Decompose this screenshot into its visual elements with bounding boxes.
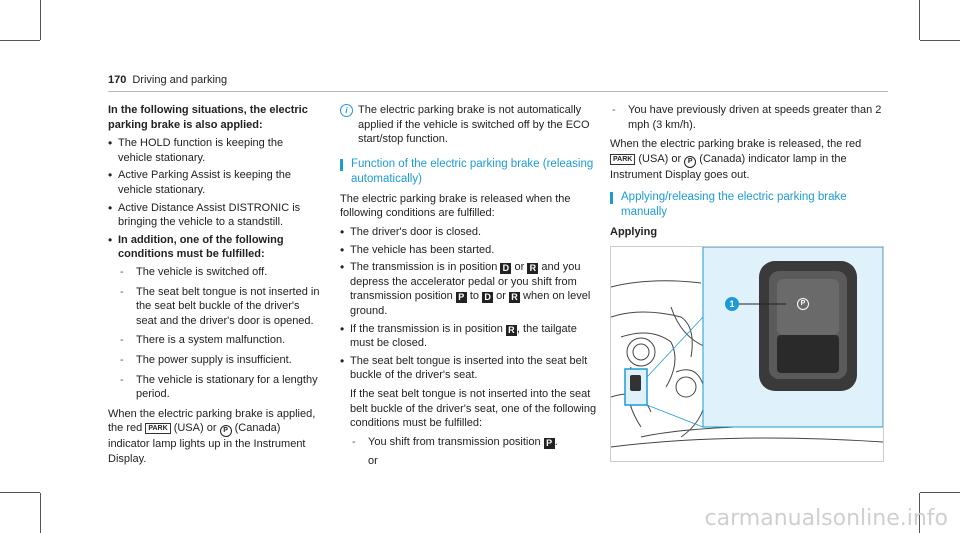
gear-p-icon: P (544, 438, 555, 449)
page-number: 170 (108, 74, 127, 86)
list-item: - The power supply is insufficient. (118, 353, 320, 368)
parking-brake-lamp-icon: P (684, 156, 696, 168)
list-item: • If the transmission is in position R , the tailgate must be closed. (340, 322, 600, 351)
conditions-list (118, 265, 320, 402)
cockpit-drawing (611, 247, 883, 461)
column-1 (108, 103, 320, 470)
info-note (340, 103, 600, 147)
list-item: - You shift from transmission position P . (350, 435, 600, 450)
conditions-heading: In addition, one of the following conditions must be fulfilled: (118, 233, 284, 261)
crop-mark (40, 0, 41, 40)
apply-release-heading: Applying/releasing the electric parking brake manually (610, 190, 882, 220)
crop-mark (40, 493, 41, 533)
seat-belt-subtext: If the seat belt tongue is not inserted into the seat belt buckle of the driver's seat, one of the following conditions must be fulfilled: (350, 387, 597, 430)
crop-mark (0, 40, 40, 41)
situations-heading: In the following situations, the electric parking brake is also applied: (108, 104, 308, 131)
parking-brake-lamp-icon: P (220, 425, 232, 437)
gear-d-icon: D (482, 292, 493, 303)
park-lamp-icon: PARK (610, 154, 635, 165)
parking-brake-illustration (610, 246, 884, 462)
situations-list (108, 136, 320, 402)
list-item: • The vehicle has been started. (340, 243, 600, 258)
conditions-block (108, 233, 320, 402)
seat-belt-dash-list (350, 435, 600, 450)
gear-r-icon: R (506, 325, 517, 336)
released-lamp-text: When the electric parking brake is released, the red PARK (USA) or P (Canada) indicator lamp in the Instrument Display goes out. (610, 138, 862, 181)
page-header (108, 73, 227, 88)
list-item: - The vehicle is switched off. (118, 265, 320, 280)
crop-mark (919, 0, 920, 40)
column-2 (340, 103, 600, 473)
gear-r-icon: R (509, 292, 520, 303)
applying-heading: Applying (610, 226, 658, 239)
header-divider (108, 91, 888, 92)
list-item: • The HOLD function is keeping the vehicle stationary. (108, 136, 320, 165)
gear-p-icon: P (456, 292, 467, 303)
list-item: • The transmission is in position D or R and you depress the accelerator pedal or you shift from transmission position P to D or R when on level ground. (340, 260, 600, 318)
continued-dash-list (610, 103, 882, 132)
list-item: • The driver's door is closed. (340, 225, 600, 240)
info-icon: i (340, 104, 353, 117)
crop-mark (0, 492, 40, 493)
list-item: • The seat belt tongue is inserted into the seat belt buckle of the driver's seat. If the seat belt tongue is not inserted into the seat belt buckle of the driver's seat, one of the following conditions must be fulfilled: - You shift from transmission position P . or (340, 354, 600, 469)
function-heading: Function of the electric parking brake (releasing automatically) (340, 157, 600, 187)
list-item: - The seat belt tongue is not inserted in the seat belt buckle of the driver's seat and the driver's door is opened. (118, 285, 320, 329)
list-item: • Active Parking Assist is keeping the vehicle stationary. (108, 168, 320, 197)
crop-mark (920, 492, 960, 493)
list-item: - There is a system malfunction. (118, 333, 320, 348)
parking-brake-switch-icon: P (797, 298, 809, 310)
list-item: • Active Distance Assist DISTRONIC is bringing the vehicle to a standstill. (108, 201, 320, 230)
gear-d-icon: D (500, 263, 511, 274)
callout-1: 1 (725, 297, 739, 311)
list-item: - You have previously driven at speeds greater than 2 mph (3 km/h). (610, 103, 882, 132)
release-intro: The electric parking brake is released when the following conditions are fulfilled: (340, 192, 571, 220)
section-title: Driving and parking (132, 74, 228, 86)
note-text: The electric parking brake is not automatically applied if the vehicle is switched off by the ECO start/stop function. (358, 104, 590, 146)
applied-lamp-text: When the electric parking brake is applied, the red PARK (USA) or P (Canada) indicator lamp lights up in the Instrument Display. (108, 407, 316, 465)
crop-mark (920, 40, 960, 41)
list-item: - The vehicle is stationary for a lengthy period. (118, 373, 320, 402)
gear-r-icon: R (527, 263, 538, 274)
or-text: or (368, 455, 378, 468)
park-lamp-icon: PARK (145, 423, 170, 434)
watermark: carmanualsonline.info (704, 506, 948, 532)
release-conditions-list (340, 225, 600, 469)
column-3 (610, 103, 882, 462)
